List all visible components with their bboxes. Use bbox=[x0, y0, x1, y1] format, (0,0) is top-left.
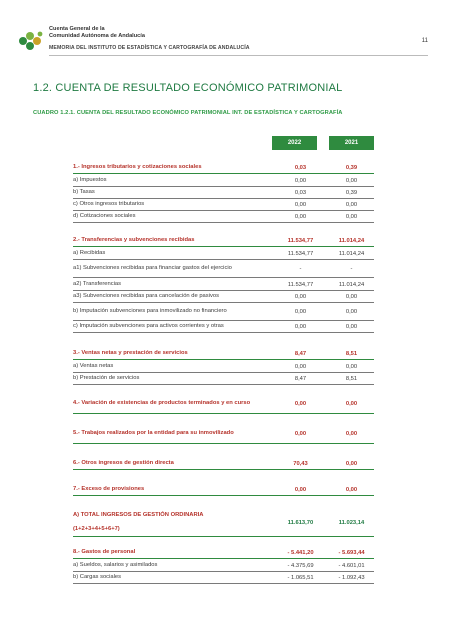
value-2021: 0,00 bbox=[345, 363, 358, 370]
value-2021: 0,00 bbox=[345, 177, 358, 184]
table-row bbox=[73, 361, 374, 373]
page-number: 11 bbox=[421, 38, 428, 44]
row-label: 8.- Gastos de personal bbox=[73, 548, 136, 555]
value-2021: 0,00 bbox=[345, 486, 358, 493]
value-2022: 70,43 bbox=[293, 460, 308, 467]
row-label: b) Cargas sociales bbox=[73, 573, 122, 580]
table-row bbox=[73, 348, 374, 360]
document-header bbox=[18, 26, 438, 62]
value-2022: - 1.065,51 bbox=[287, 574, 314, 581]
value-2022: 0,00 bbox=[294, 323, 307, 330]
junta-andalucia-logo-icon bbox=[18, 30, 44, 52]
value-2022: 0,00 bbox=[294, 431, 307, 437]
value-2022: 0,00 bbox=[294, 363, 307, 370]
table-row bbox=[73, 175, 374, 187]
row-label: b) Tasas bbox=[73, 188, 95, 195]
row-label: b) Imputación subvenciones para inmovilizado no financiero bbox=[73, 307, 227, 314]
value-2021: 11.023,14 bbox=[338, 519, 365, 526]
value-2022: - bbox=[299, 265, 302, 272]
row-label: a) Recibidas bbox=[73, 249, 106, 256]
value-2021: 11.014,24 bbox=[338, 237, 365, 244]
total-label bbox=[73, 512, 272, 533]
value-2021: - 5.693,44 bbox=[338, 549, 365, 556]
row-label: 6.- Otros ingresos de gestión directa bbox=[73, 459, 174, 466]
value-2022: 8,47 bbox=[294, 350, 307, 357]
value-2022: 0,00 bbox=[294, 293, 307, 300]
value-2021: 0,00 bbox=[345, 293, 358, 300]
table-row bbox=[73, 211, 374, 223]
table-row bbox=[73, 260, 374, 278]
section-title: 1.2. CUENTA DE RESULTADO ECONÓMICO PATRIMONIAL bbox=[33, 82, 343, 94]
row-label: a) Ventas netas bbox=[73, 362, 114, 369]
value-2022: 11.613,70 bbox=[287, 519, 314, 526]
table-row bbox=[73, 547, 374, 559]
value-2021: 0,39 bbox=[345, 189, 358, 196]
table-row bbox=[73, 484, 374, 496]
value-2022: 0,00 bbox=[294, 201, 307, 208]
table-row bbox=[73, 303, 374, 321]
table-row bbox=[73, 248, 374, 260]
memoria-title: MEMORIA DEL INSTITUTO DE ESTADÍSTICA Y CARTOGRAFÍA DE ANDALUCÍA bbox=[49, 45, 250, 51]
table-row bbox=[73, 560, 374, 572]
table-row bbox=[73, 279, 374, 291]
row-label: c) Imputación subvenciones para activos corrientes y otras bbox=[73, 322, 224, 329]
value-2021: 0,00 bbox=[345, 323, 358, 330]
value-2021: 0,00 bbox=[345, 201, 358, 208]
row-label: a3) Subvenciones recibidas para cancelación de pasivos bbox=[73, 292, 219, 299]
value-2022: 0,00 bbox=[294, 486, 307, 493]
value-2022: 8,47 bbox=[294, 375, 307, 382]
value-2021: 11.014,24 bbox=[338, 281, 365, 288]
value-2021: - 4.601,01 bbox=[338, 562, 365, 569]
table-row bbox=[73, 321, 374, 333]
value-2022: 11.534,77 bbox=[287, 281, 314, 288]
row-label: 3.- Ventas netas y prestación de servicios bbox=[73, 349, 188, 356]
table-row bbox=[73, 162, 374, 174]
header-divider bbox=[49, 55, 428, 56]
value-2021: - 1.092,43 bbox=[338, 574, 365, 581]
value-2022: 0,00 bbox=[294, 177, 307, 184]
value-2022: 0,00 bbox=[294, 308, 307, 315]
value-2021: 0,00 bbox=[345, 431, 358, 437]
row-label: 4.- Variación de existencias de productos terminados y en curso bbox=[73, 400, 251, 407]
value-2022: 0,03 bbox=[294, 164, 307, 171]
org-name bbox=[49, 26, 145, 40]
value-2022: 0,00 bbox=[294, 213, 307, 220]
table-title: CUADRO 1.2.1. CUENTA DEL RESULTADO ECONÓMICO PATRIMONIAL INT. DE ESTADÍSTICA Y CARTOGRAFÍA bbox=[33, 110, 343, 116]
value-2022: 0,00 bbox=[294, 401, 307, 407]
table-row bbox=[73, 291, 374, 303]
value-2021: 0,00 bbox=[345, 213, 358, 220]
value-2021: 8,51 bbox=[345, 350, 358, 357]
total-row bbox=[73, 509, 374, 537]
column-header-2022: 2022 bbox=[272, 136, 317, 150]
value-2021: 0,00 bbox=[345, 401, 358, 407]
row-label: c) Otros ingresos tributarios bbox=[73, 200, 145, 207]
column-header-2021: 2021 bbox=[329, 136, 374, 150]
org-line-1: Cuenta General de la bbox=[49, 26, 105, 32]
table-row bbox=[73, 425, 374, 444]
value-2021: 0,00 bbox=[345, 308, 358, 315]
table-row bbox=[73, 373, 374, 385]
row-label: a) Sueldos, salarios y asimilados bbox=[73, 561, 158, 568]
value-2022: 11.534,77 bbox=[287, 250, 314, 257]
row-label: d) Cotizaciones sociales bbox=[73, 212, 136, 219]
table-row bbox=[73, 199, 374, 211]
row-label: 5.- Trabajos realizados por la entidad para su inmovilizado bbox=[73, 430, 234, 437]
table-row bbox=[73, 572, 374, 584]
row-label: b) Prestación de servicios bbox=[73, 374, 140, 381]
value-2021: 0,39 bbox=[345, 164, 358, 171]
table-row bbox=[73, 235, 374, 247]
value-2021: 11.014,24 bbox=[338, 250, 365, 257]
value-2022: 0,03 bbox=[294, 189, 307, 196]
table-row bbox=[73, 187, 374, 199]
table-row bbox=[73, 395, 374, 414]
value-2021: 0,00 bbox=[345, 460, 358, 467]
value-2022: - 5.441,20 bbox=[287, 549, 314, 556]
row-label: 7.- Exceso de provisiones bbox=[73, 485, 145, 492]
org-line-2: Comunidad Autónoma de Andalucía bbox=[49, 33, 145, 39]
table-row bbox=[73, 458, 374, 470]
total-label-line-2: (1+2+3+4+5+6+7) bbox=[73, 525, 120, 532]
value-2021: 8,51 bbox=[345, 375, 358, 382]
value-2021: - bbox=[350, 265, 353, 272]
total-label-line-1: A) TOTAL INGRESOS DE GESTIÓN ORDINARIA bbox=[73, 512, 204, 518]
row-label: a2) Transferencias bbox=[73, 280, 122, 287]
row-label: 2.- Transferencias y subvenciones recibidas bbox=[73, 236, 195, 243]
row-label: a1) Subvenciones recibidas para financiar gastos del ejercicio bbox=[73, 264, 232, 271]
value-2022: 11.534,77 bbox=[287, 237, 314, 244]
value-2022: - 4.375,69 bbox=[287, 562, 314, 569]
row-label: a) Impuestos bbox=[73, 176, 107, 183]
row-label: 1.- Ingresos tributarios y cotizaciones sociales bbox=[73, 163, 202, 170]
